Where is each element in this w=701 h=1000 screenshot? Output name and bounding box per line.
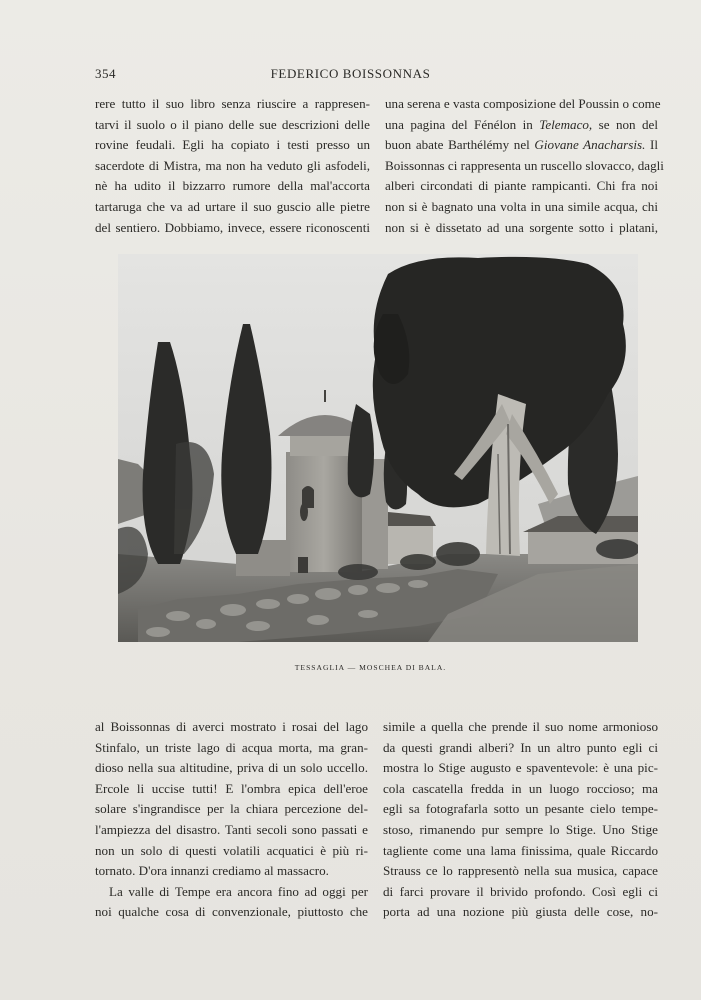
text-line: non si è bagnato una volta in una simile acqua, chi [385,198,658,214]
text-line: del sentiero. Dobbiamo, invece, essere riconoscenti [95,219,370,235]
photo-illustration [118,254,638,642]
text-line: porta ad una nozione più giusta delle cose, no- [383,904,658,920]
text-line: rere tutto il suo libro senza riuscire a rappresen- [95,96,370,111]
mosque-photograph [118,254,638,642]
text-line: nè ha udito il bizzarro rumore della mal'accorta [95,178,370,194]
text-line: sacerdote di Mistra, ma non ha veduto gli asfodeli, [95,157,370,173]
text-line: rovine feudali. Egli ha copiato i testi presso un [95,137,370,153]
text-line: noi qualche cosa di convenzionale, piuttosto che [95,904,368,920]
text-line [385,135,658,156]
text-run: buon abate Barthélémy nel [385,137,535,153]
text-line: tartaruga che va ad urtare il suo guscio alle pietre [95,198,370,214]
text-line: Stinfalo, un triste lago di acqua morta, ma gran- [95,739,368,755]
text-line: una serena e vasta composizione del Poussin o come [385,96,661,111]
text-line: La valle di Tempe era ancora fino ad oggi per [109,883,368,899]
text-line: da questi grandi alberi? In un altro punto egli ci [383,739,658,755]
text-column-bottom-left [95,717,368,923]
text-line: alberi circondati di piante rampicanti. Chi fra noi [385,178,658,194]
running-title: FEDERICO BOISSONNAS [270,66,431,81]
text-column-top-left [95,94,370,238]
text-line: egli sa fotografarla sotto un pesante cielo tempe- [383,801,658,817]
text-line: stoso, rimanendo pur sempre lo Stige. Uno Stige [383,821,658,837]
text-line: tornato. D'ora innanzi crediamo al massacro. [95,863,329,879]
text-line: di farci provare il brivido profondo. Così egli ci [383,883,658,899]
text-column-bottom-right [383,717,658,923]
text-line: simile a quella che prende il suo nome armonioso [383,719,658,734]
text-line: al Boissonnas di averci mostrato i rosai del lago [95,719,368,734]
text-line [385,115,658,136]
text-column-top-right [385,94,664,238]
text-line: tagliente come una lama finissima, quale Riccardo [383,842,658,858]
text-line: l'ampiezza del disastro. Tanti secoli sono passati e [95,821,368,837]
text-line: non si è dissetato ad una sorgente sotto i platani, [385,219,658,235]
book-title-telemaco: Telemaco, [539,116,593,132]
text-line: solare s'ingrandisce per la chiara percezione del- [95,801,368,817]
text-run: Il [645,137,659,153]
text-line: tarvi il suolo o il piano delle sue descrizioni delle [95,116,370,132]
page-number: 354 [95,66,116,81]
text-line: non un solo di questi volatili acquatici è più ri- [95,842,368,858]
text-line: Boissonnas ci rappresenta un ruscello slovacco, dagli [385,157,664,173]
book-title-anacharsis: Giovane Anacharsis. [534,137,646,153]
figure-caption: TESSAGLIA — MOSCHEA DI BALA. [294,663,447,672]
text-run: se non del [592,116,658,132]
text-line: cola cascatella fredda in un luogo roccioso; ma [383,780,658,796]
text-line: Strauss ce lo rappresentò nella sua musica, capace [383,863,658,879]
text-line: Ercole li uccise tutti! E l'ombra epica dell'eroe [95,780,368,796]
text-line: dioso nella sua altitudine, priva di un solo uccello. [95,760,368,776]
text-run: una pagina del Fénélon in [385,116,540,132]
text-line: mostra lo Stige augusto e spaventevole: è una pic- [383,760,658,776]
